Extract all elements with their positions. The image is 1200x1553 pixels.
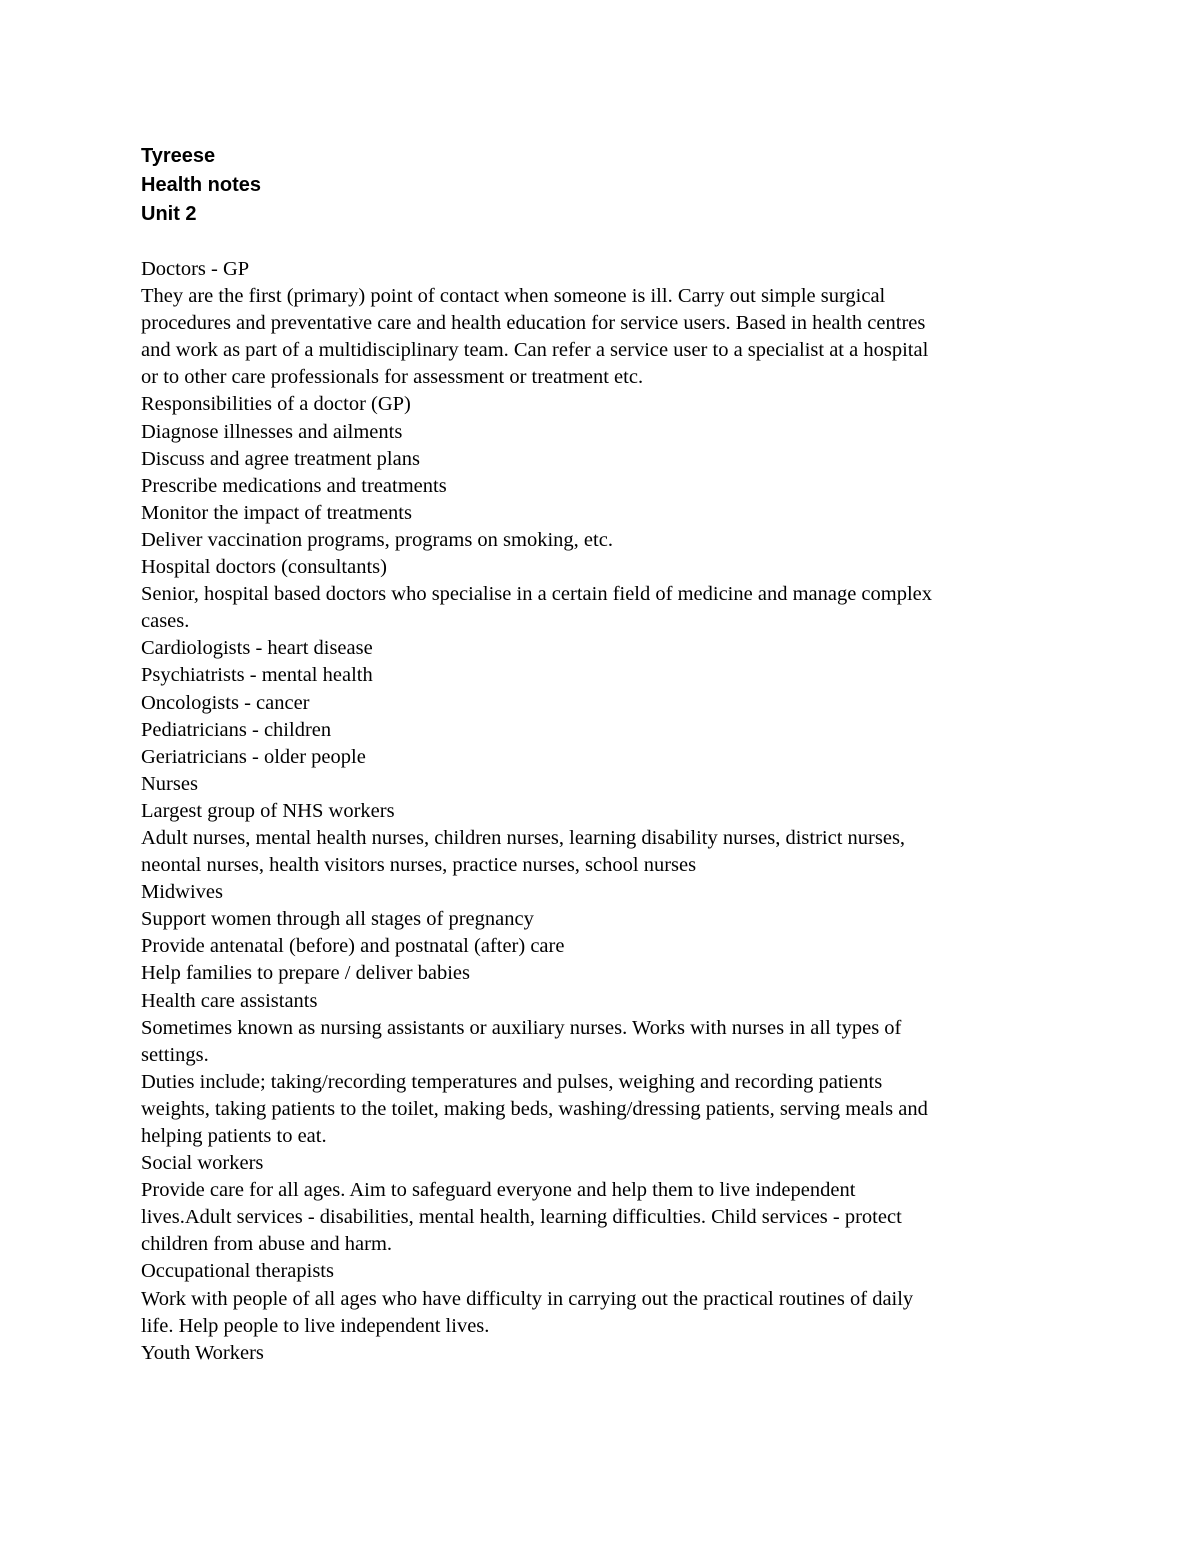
text-line: Nurses <box>141 772 198 795</box>
text-line: procedures and preventative care and health education for service users. Based in health centres <box>141 312 926 335</box>
text-line: Deliver vaccination programs, programs on smoking, etc. <box>141 528 613 551</box>
text-line: Health care assistants <box>141 989 318 1012</box>
text-line: Adult nurses, mental health nurses, children nurses, learning disability nurses, district nurses, <box>141 826 906 849</box>
text-line: Provide care for all ages. Aim to safeguard everyone and help them to live independent <box>141 1179 856 1202</box>
text-line: Help families to prepare / deliver babies <box>141 962 471 985</box>
text-line: They are the first (primary) point of contact when someone is ill. Carry out simple surgical <box>141 285 886 308</box>
text-line: Doctors - GP <box>141 258 250 280</box>
text-line: Monitor the impact of treatments <box>141 501 412 524</box>
text-line: weights, taking patients to the toilet, making beds, washing/dressing patients, serving meals and <box>141 1097 928 1120</box>
text-line: Duties include; taking/recording temperatures and pulses, weighing and recording patients <box>141 1070 883 1093</box>
author-name: Tyreese <box>141 145 216 167</box>
text-line: Hospital doctors (consultants) <box>141 556 387 579</box>
text-line: Pediatricians - children <box>141 718 332 741</box>
text-line: lives.Adult services - disabilities, mental health, learning difficulties. Child services - protect <box>141 1206 902 1229</box>
text-line: Work with people of all ages who have difficulty in carrying out the practical routines of daily <box>141 1287 914 1310</box>
text-line: settings. <box>141 1043 209 1066</box>
text-line: Diagnose illnesses and ailments <box>141 420 403 443</box>
text-line: life. Help people to live independent lives. <box>141 1314 490 1337</box>
text-line: Midwives <box>141 881 223 904</box>
text-line: Largest group of NHS workers <box>141 799 395 822</box>
text-line: Support women through all stages of pregnancy <box>141 908 534 931</box>
text-line: Cardiologists - heart disease <box>141 637 373 660</box>
text-line: Responsibilities of a doctor (GP) <box>141 393 411 416</box>
text-line: Social workers <box>141 1152 264 1175</box>
text-line: Senior, hospital based doctors who specialise in a certain field of medicine and manage complex <box>141 583 933 606</box>
text-line: Discuss and agree treatment plans <box>141 447 420 470</box>
text-line: Occupational therapists <box>141 1260 334 1283</box>
text-line: helping patients to eat. <box>141 1125 327 1147</box>
text-line: and work as part of a multidisciplinary team. Can refer a service user to a specialist at a hospital <box>141 339 929 362</box>
text-line: children from abuse and harm. <box>141 1233 393 1256</box>
text-line: cases. <box>141 610 190 633</box>
document-header <box>141 142 1061 229</box>
text-line: neontal nurses, health visitors nurses, practice nurses, school nurses <box>141 854 697 877</box>
text-line: or to other care professionals for assessment or treatment etc. <box>141 366 644 389</box>
document-title: Health notes <box>141 174 262 196</box>
unit-label: Unit 2 <box>141 203 197 225</box>
text-line: Youth Workers <box>141 1341 264 1364</box>
text-line: Sometimes known as nursing assistants or auxiliary nurses. Works with nurses in all types of <box>141 1016 902 1039</box>
text-line: Psychiatrists - mental health <box>141 664 373 687</box>
text-line: Geriatricians - older people <box>141 745 366 768</box>
text-line: Prescribe medications and treatments <box>141 474 447 497</box>
text-line: Provide antenatal (before) and postnatal (after) care <box>141 935 565 958</box>
document-body <box>141 256 1061 1367</box>
text-line: Oncologists - cancer <box>141 691 310 714</box>
